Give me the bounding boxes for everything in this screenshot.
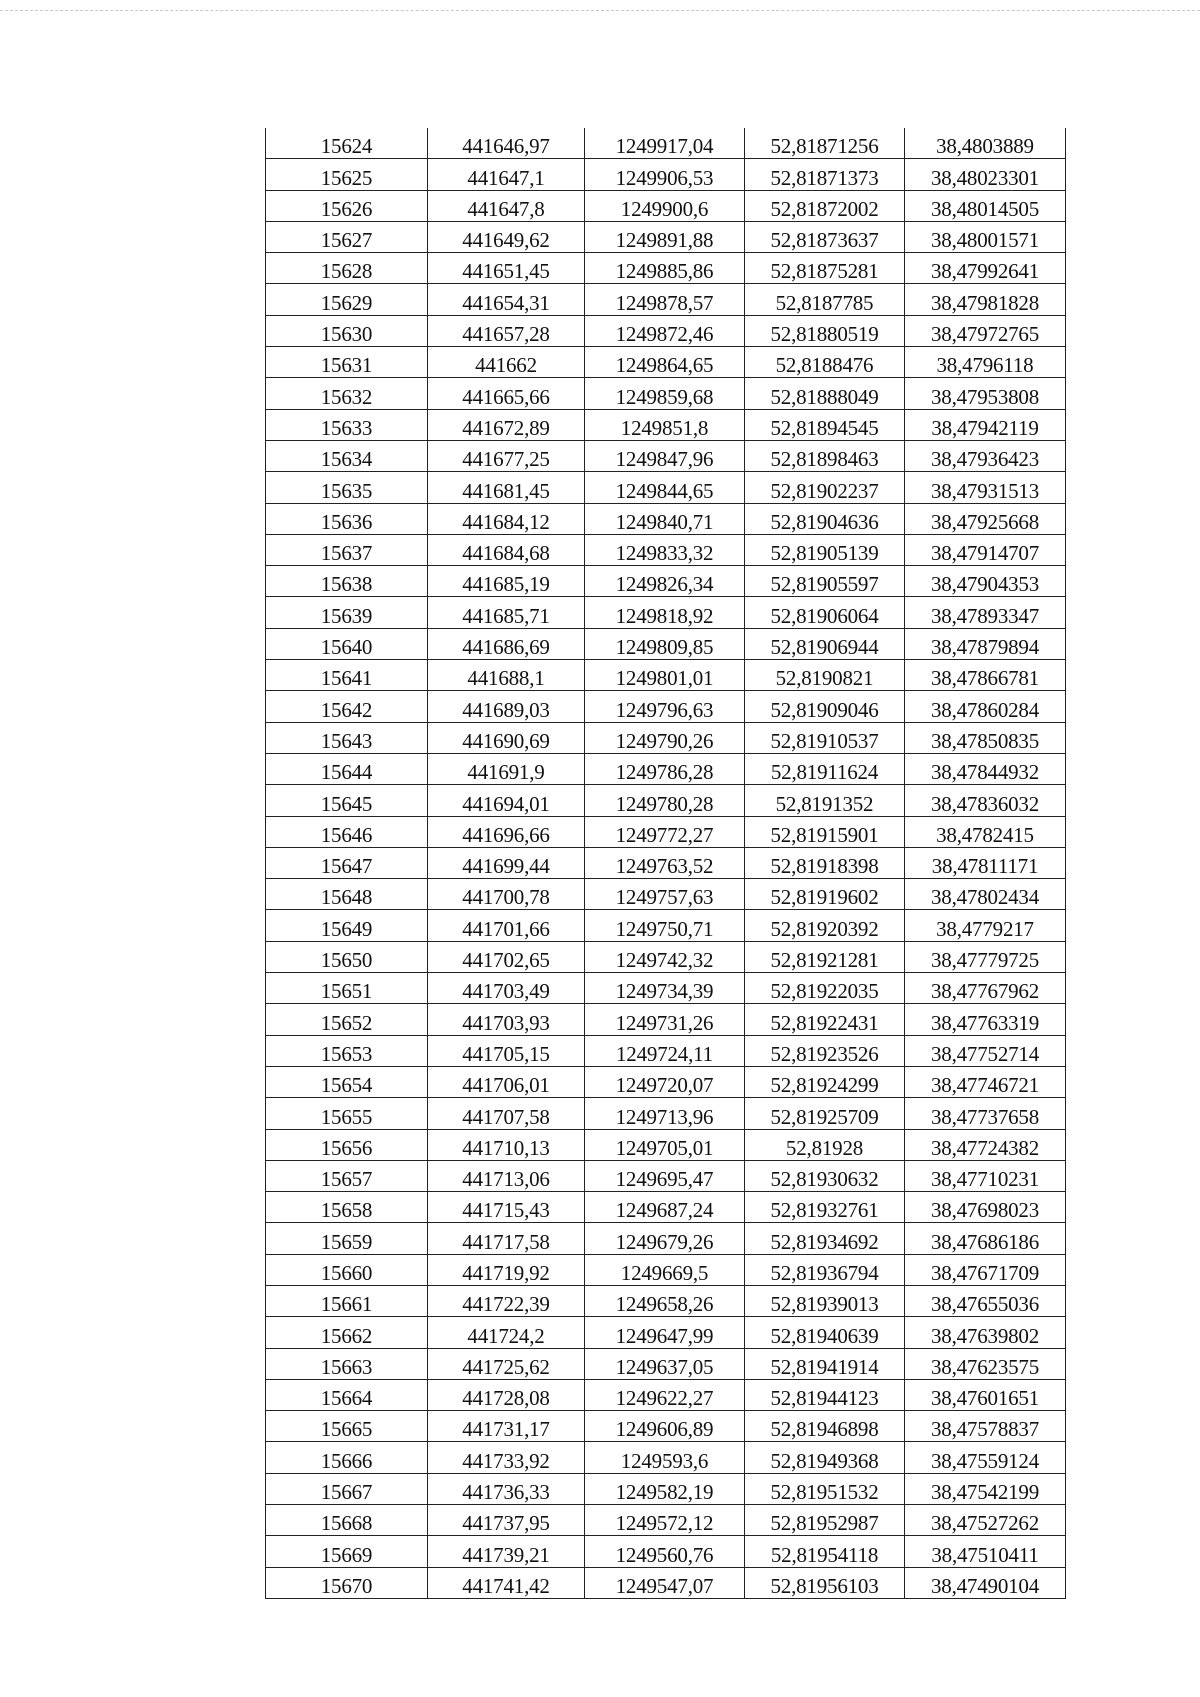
longitude-cell: 38,47860284	[905, 691, 1066, 722]
table-row	[266, 503, 1066, 534]
x-coordinate-cell: 441717,58	[428, 1223, 585, 1254]
table-row	[266, 1223, 1066, 1254]
y-coordinate-cell: 1249844,65	[585, 472, 745, 503]
longitude-cell: 38,47879894	[905, 628, 1066, 659]
table-row	[266, 1285, 1066, 1316]
latitude-cell: 52,81919602	[745, 879, 905, 910]
y-coordinate-cell: 1249847,96	[585, 440, 745, 471]
point-number-cell: 15634	[266, 440, 428, 471]
x-coordinate-cell: 441699,44	[428, 847, 585, 878]
x-coordinate-cell: 441689,03	[428, 691, 585, 722]
longitude-cell: 38,47767962	[905, 973, 1066, 1004]
x-coordinate-cell: 441715,43	[428, 1192, 585, 1223]
table-row	[266, 1098, 1066, 1129]
point-number-cell: 15666	[266, 1442, 428, 1473]
y-coordinate-cell: 1249809,85	[585, 628, 745, 659]
latitude-cell: 52,81906944	[745, 628, 905, 659]
table-row	[266, 128, 1066, 159]
y-coordinate-cell: 1249757,63	[585, 879, 745, 910]
longitude-cell: 38,47671709	[905, 1254, 1066, 1285]
table-row	[266, 1348, 1066, 1379]
latitude-cell: 52,81924299	[745, 1066, 905, 1097]
y-coordinate-cell: 1249724,11	[585, 1035, 745, 1066]
latitude-cell: 52,81918398	[745, 847, 905, 878]
longitude-cell: 38,47510411	[905, 1536, 1066, 1567]
y-coordinate-cell: 1249906,53	[585, 159, 745, 190]
table-row	[266, 1004, 1066, 1035]
y-coordinate-cell: 1249606,89	[585, 1411, 745, 1442]
x-coordinate-cell: 441739,21	[428, 1536, 585, 1567]
y-coordinate-cell: 1249796,63	[585, 691, 745, 722]
table-row	[266, 1473, 1066, 1504]
y-coordinate-cell: 1249720,07	[585, 1066, 745, 1097]
table-row	[266, 816, 1066, 847]
point-number-cell: 15669	[266, 1536, 428, 1567]
y-coordinate-cell: 1249622,27	[585, 1379, 745, 1410]
latitude-cell: 52,81922035	[745, 973, 905, 1004]
table-row	[266, 1066, 1066, 1097]
table-row	[266, 879, 1066, 910]
y-coordinate-cell: 1249713,96	[585, 1098, 745, 1129]
scan-edge-line	[0, 10, 1200, 11]
latitude-cell: 52,8191352	[745, 785, 905, 816]
y-coordinate-cell: 1249582,19	[585, 1473, 745, 1504]
latitude-cell: 52,81940639	[745, 1317, 905, 1348]
x-coordinate-cell: 441672,89	[428, 409, 585, 440]
point-number-cell: 15635	[266, 472, 428, 503]
y-coordinate-cell: 1249669,5	[585, 1254, 745, 1285]
table-row	[266, 597, 1066, 628]
longitude-cell: 38,47746721	[905, 1066, 1066, 1097]
point-number-cell: 15639	[266, 597, 428, 628]
longitude-cell: 38,48001571	[905, 221, 1066, 252]
point-number-cell: 15668	[266, 1505, 428, 1536]
x-coordinate-cell: 441737,95	[428, 1505, 585, 1536]
longitude-cell: 38,47866781	[905, 660, 1066, 691]
y-coordinate-cell: 1249695,47	[585, 1160, 745, 1191]
y-coordinate-cell: 1249786,28	[585, 753, 745, 784]
latitude-cell: 52,81949368	[745, 1442, 905, 1473]
point-number-cell: 15663	[266, 1348, 428, 1379]
longitude-cell: 38,47836032	[905, 785, 1066, 816]
x-coordinate-cell: 441722,39	[428, 1285, 585, 1316]
table-row	[266, 378, 1066, 409]
x-coordinate-cell: 441719,92	[428, 1254, 585, 1285]
x-coordinate-cell: 441677,25	[428, 440, 585, 471]
x-coordinate-cell: 441647,1	[428, 159, 585, 190]
y-coordinate-cell: 1249658,26	[585, 1285, 745, 1316]
coordinates-table	[265, 128, 1066, 1599]
x-coordinate-cell: 441657,28	[428, 315, 585, 346]
y-coordinate-cell: 1249826,34	[585, 566, 745, 597]
point-number-cell: 15646	[266, 816, 428, 847]
point-number-cell: 15633	[266, 409, 428, 440]
longitude-cell: 38,47904353	[905, 566, 1066, 597]
longitude-cell: 38,47527262	[905, 1505, 1066, 1536]
table-row	[266, 409, 1066, 440]
point-number-cell: 15636	[266, 503, 428, 534]
table-row	[266, 253, 1066, 284]
point-number-cell: 15628	[266, 253, 428, 284]
x-coordinate-cell: 441686,69	[428, 628, 585, 659]
point-number-cell: 15638	[266, 566, 428, 597]
table-row	[266, 941, 1066, 972]
x-coordinate-cell: 441725,62	[428, 1348, 585, 1379]
point-number-cell: 15670	[266, 1567, 428, 1598]
x-coordinate-cell: 441685,71	[428, 597, 585, 628]
latitude-cell: 52,81905139	[745, 534, 905, 565]
y-coordinate-cell: 1249593,6	[585, 1442, 745, 1473]
x-coordinate-cell: 441703,93	[428, 1004, 585, 1035]
longitude-cell: 38,47811171	[905, 847, 1066, 878]
y-coordinate-cell: 1249687,24	[585, 1192, 745, 1223]
point-number-cell: 15665	[266, 1411, 428, 1442]
point-number-cell: 15655	[266, 1098, 428, 1129]
longitude-cell: 38,48023301	[905, 159, 1066, 190]
latitude-cell: 52,81939013	[745, 1285, 905, 1316]
latitude-cell: 52,81905597	[745, 566, 905, 597]
point-number-cell: 15652	[266, 1004, 428, 1035]
longitude-cell: 38,47893347	[905, 597, 1066, 628]
longitude-cell: 38,47844932	[905, 753, 1066, 784]
latitude-cell: 52,81941914	[745, 1348, 905, 1379]
y-coordinate-cell: 1249917,04	[585, 128, 745, 159]
y-coordinate-cell: 1249859,68	[585, 378, 745, 409]
table-row	[266, 347, 1066, 378]
longitude-cell: 38,4779217	[905, 910, 1066, 941]
x-coordinate-cell: 441733,92	[428, 1442, 585, 1473]
latitude-cell: 52,81952987	[745, 1505, 905, 1536]
point-number-cell: 15657	[266, 1160, 428, 1191]
table-row	[266, 472, 1066, 503]
latitude-cell: 52,81875281	[745, 253, 905, 284]
latitude-cell: 52,81936794	[745, 1254, 905, 1285]
point-number-cell: 15658	[266, 1192, 428, 1223]
longitude-cell: 38,47914707	[905, 534, 1066, 565]
latitude-cell: 52,81934692	[745, 1223, 905, 1254]
x-coordinate-cell: 441651,45	[428, 253, 585, 284]
y-coordinate-cell: 1249560,76	[585, 1536, 745, 1567]
point-number-cell: 15664	[266, 1379, 428, 1410]
x-coordinate-cell: 441702,65	[428, 941, 585, 972]
latitude-cell: 52,81880519	[745, 315, 905, 346]
point-number-cell: 15643	[266, 722, 428, 753]
x-coordinate-cell: 441703,49	[428, 973, 585, 1004]
y-coordinate-cell: 1249833,32	[585, 534, 745, 565]
longitude-cell: 38,47623575	[905, 1348, 1066, 1379]
table-row	[266, 1317, 1066, 1348]
longitude-cell: 38,47779725	[905, 941, 1066, 972]
coordinates-table-body	[266, 128, 1066, 1598]
longitude-cell: 38,4796118	[905, 347, 1066, 378]
x-coordinate-cell: 441694,01	[428, 785, 585, 816]
latitude-cell: 52,81956103	[745, 1567, 905, 1598]
x-coordinate-cell: 441713,06	[428, 1160, 585, 1191]
table-row	[266, 691, 1066, 722]
latitude-cell: 52,81902237	[745, 472, 905, 503]
longitude-cell: 38,47724382	[905, 1129, 1066, 1160]
latitude-cell: 52,81922431	[745, 1004, 905, 1035]
y-coordinate-cell: 1249647,99	[585, 1317, 745, 1348]
point-number-cell: 15645	[266, 785, 428, 816]
table-row	[266, 1192, 1066, 1223]
longitude-cell: 38,47931513	[905, 472, 1066, 503]
y-coordinate-cell: 1249801,01	[585, 660, 745, 691]
document-page	[265, 128, 1065, 1599]
table-row	[266, 1505, 1066, 1536]
latitude-cell: 52,81894545	[745, 409, 905, 440]
y-coordinate-cell: 1249750,71	[585, 910, 745, 941]
table-row	[266, 910, 1066, 941]
table-row	[266, 1254, 1066, 1285]
point-number-cell: 15653	[266, 1035, 428, 1066]
table-row	[266, 159, 1066, 190]
point-number-cell: 15626	[266, 190, 428, 221]
table-row	[266, 315, 1066, 346]
longitude-cell: 38,47763319	[905, 1004, 1066, 1035]
latitude-cell: 52,81946898	[745, 1411, 905, 1442]
longitude-cell: 38,47710231	[905, 1160, 1066, 1191]
x-coordinate-cell: 441696,66	[428, 816, 585, 847]
point-number-cell: 15659	[266, 1223, 428, 1254]
point-number-cell: 15624	[266, 128, 428, 159]
latitude-cell: 52,81923526	[745, 1035, 905, 1066]
x-coordinate-cell: 441707,58	[428, 1098, 585, 1129]
y-coordinate-cell: 1249900,6	[585, 190, 745, 221]
point-number-cell: 15644	[266, 753, 428, 784]
x-coordinate-cell: 441705,15	[428, 1035, 585, 1066]
x-coordinate-cell: 441728,08	[428, 1379, 585, 1410]
table-row	[266, 847, 1066, 878]
point-number-cell: 15630	[266, 315, 428, 346]
y-coordinate-cell: 1249637,05	[585, 1348, 745, 1379]
y-coordinate-cell: 1249742,32	[585, 941, 745, 972]
table-row	[266, 1442, 1066, 1473]
longitude-cell: 38,47698023	[905, 1192, 1066, 1223]
table-row	[266, 190, 1066, 221]
table-row	[266, 221, 1066, 252]
x-coordinate-cell: 441685,19	[428, 566, 585, 597]
longitude-cell: 38,47655036	[905, 1285, 1066, 1316]
latitude-cell: 52,81910537	[745, 722, 905, 753]
point-number-cell: 15625	[266, 159, 428, 190]
y-coordinate-cell: 1249731,26	[585, 1004, 745, 1035]
longitude-cell: 38,47639802	[905, 1317, 1066, 1348]
x-coordinate-cell: 441684,68	[428, 534, 585, 565]
y-coordinate-cell: 1249851,8	[585, 409, 745, 440]
table-row	[266, 628, 1066, 659]
latitude-cell: 52,81888049	[745, 378, 905, 409]
latitude-cell: 52,81909046	[745, 691, 905, 722]
point-number-cell: 15647	[266, 847, 428, 878]
latitude-cell: 52,81904636	[745, 503, 905, 534]
point-number-cell: 15651	[266, 973, 428, 1004]
latitude-cell: 52,8187785	[745, 284, 905, 315]
x-coordinate-cell: 441731,17	[428, 1411, 585, 1442]
longitude-cell: 38,47752714	[905, 1035, 1066, 1066]
point-number-cell: 15627	[266, 221, 428, 252]
y-coordinate-cell: 1249705,01	[585, 1129, 745, 1160]
x-coordinate-cell: 441706,01	[428, 1066, 585, 1097]
latitude-cell: 52,81921281	[745, 941, 905, 972]
y-coordinate-cell: 1249872,46	[585, 315, 745, 346]
point-number-cell: 15656	[266, 1129, 428, 1160]
longitude-cell: 38,4782415	[905, 816, 1066, 847]
table-row	[266, 1160, 1066, 1191]
y-coordinate-cell: 1249772,27	[585, 816, 745, 847]
point-number-cell: 15641	[266, 660, 428, 691]
x-coordinate-cell: 441665,66	[428, 378, 585, 409]
table-row	[266, 722, 1066, 753]
table-row	[266, 534, 1066, 565]
x-coordinate-cell: 441691,9	[428, 753, 585, 784]
longitude-cell: 38,47578837	[905, 1411, 1066, 1442]
x-coordinate-cell: 441646,97	[428, 128, 585, 159]
longitude-cell: 38,47490104	[905, 1567, 1066, 1598]
latitude-cell: 52,81951532	[745, 1473, 905, 1504]
x-coordinate-cell: 441662	[428, 347, 585, 378]
latitude-cell: 52,81871373	[745, 159, 905, 190]
table-row	[266, 785, 1066, 816]
point-number-cell: 15629	[266, 284, 428, 315]
latitude-cell: 52,81898463	[745, 440, 905, 471]
longitude-cell: 38,47925668	[905, 503, 1066, 534]
x-coordinate-cell: 441654,31	[428, 284, 585, 315]
table-row	[266, 1411, 1066, 1442]
point-number-cell: 15640	[266, 628, 428, 659]
table-row	[266, 753, 1066, 784]
y-coordinate-cell: 1249878,57	[585, 284, 745, 315]
y-coordinate-cell: 1249679,26	[585, 1223, 745, 1254]
y-coordinate-cell: 1249891,88	[585, 221, 745, 252]
table-row	[266, 1379, 1066, 1410]
y-coordinate-cell: 1249840,71	[585, 503, 745, 534]
point-number-cell: 15648	[266, 879, 428, 910]
x-coordinate-cell: 441724,2	[428, 1317, 585, 1348]
latitude-cell: 52,81930632	[745, 1160, 905, 1191]
table-row	[266, 440, 1066, 471]
x-coordinate-cell: 441736,33	[428, 1473, 585, 1504]
longitude-cell: 38,47802434	[905, 879, 1066, 910]
point-number-cell: 15662	[266, 1317, 428, 1348]
table-row	[266, 660, 1066, 691]
x-coordinate-cell: 441688,1	[428, 660, 585, 691]
latitude-cell: 52,81911624	[745, 753, 905, 784]
longitude-cell: 38,47953808	[905, 378, 1066, 409]
x-coordinate-cell: 441649,62	[428, 221, 585, 252]
longitude-cell: 38,47542199	[905, 1473, 1066, 1504]
latitude-cell: 52,81954118	[745, 1536, 905, 1567]
point-number-cell: 15631	[266, 347, 428, 378]
y-coordinate-cell: 1249763,52	[585, 847, 745, 878]
latitude-cell: 52,8190821	[745, 660, 905, 691]
longitude-cell: 38,47942119	[905, 409, 1066, 440]
point-number-cell: 15667	[266, 1473, 428, 1504]
point-number-cell: 15632	[266, 378, 428, 409]
point-number-cell: 15654	[266, 1066, 428, 1097]
latitude-cell: 52,8188476	[745, 347, 905, 378]
y-coordinate-cell: 1249864,65	[585, 347, 745, 378]
table-row	[266, 1567, 1066, 1598]
y-coordinate-cell: 1249885,86	[585, 253, 745, 284]
x-coordinate-cell: 441681,45	[428, 472, 585, 503]
longitude-cell: 38,47936423	[905, 440, 1066, 471]
longitude-cell: 38,47992641	[905, 253, 1066, 284]
latitude-cell: 52,81928	[745, 1129, 905, 1160]
longitude-cell: 38,4803889	[905, 128, 1066, 159]
y-coordinate-cell: 1249818,92	[585, 597, 745, 628]
longitude-cell: 38,47601651	[905, 1379, 1066, 1410]
table-row	[266, 566, 1066, 597]
latitude-cell: 52,81944123	[745, 1379, 905, 1410]
latitude-cell: 52,81920392	[745, 910, 905, 941]
y-coordinate-cell: 1249790,26	[585, 722, 745, 753]
longitude-cell: 38,47686186	[905, 1223, 1066, 1254]
point-number-cell: 15649	[266, 910, 428, 941]
x-coordinate-cell: 441710,13	[428, 1129, 585, 1160]
point-number-cell: 15650	[266, 941, 428, 972]
longitude-cell: 38,47972765	[905, 315, 1066, 346]
latitude-cell: 52,81925709	[745, 1098, 905, 1129]
point-number-cell: 15660	[266, 1254, 428, 1285]
longitude-cell: 38,47737658	[905, 1098, 1066, 1129]
point-number-cell: 15642	[266, 691, 428, 722]
y-coordinate-cell: 1249734,39	[585, 973, 745, 1004]
x-coordinate-cell: 441684,12	[428, 503, 585, 534]
table-row	[266, 973, 1066, 1004]
longitude-cell: 38,47850835	[905, 722, 1066, 753]
x-coordinate-cell: 441690,69	[428, 722, 585, 753]
y-coordinate-cell: 1249780,28	[585, 785, 745, 816]
latitude-cell: 52,81872002	[745, 190, 905, 221]
x-coordinate-cell: 441700,78	[428, 879, 585, 910]
latitude-cell: 52,81873637	[745, 221, 905, 252]
point-number-cell: 15637	[266, 534, 428, 565]
table-row	[266, 1536, 1066, 1567]
table-row	[266, 1129, 1066, 1160]
x-coordinate-cell: 441741,42	[428, 1567, 585, 1598]
table-row	[266, 1035, 1066, 1066]
y-coordinate-cell: 1249572,12	[585, 1505, 745, 1536]
point-number-cell: 15661	[266, 1285, 428, 1316]
longitude-cell: 38,47559124	[905, 1442, 1066, 1473]
latitude-cell: 52,81915901	[745, 816, 905, 847]
longitude-cell: 38,48014505	[905, 190, 1066, 221]
latitude-cell: 52,81871256	[745, 128, 905, 159]
longitude-cell: 38,47981828	[905, 284, 1066, 315]
table-row	[266, 284, 1066, 315]
x-coordinate-cell: 441647,8	[428, 190, 585, 221]
x-coordinate-cell: 441701,66	[428, 910, 585, 941]
y-coordinate-cell: 1249547,07	[585, 1567, 745, 1598]
latitude-cell: 52,81906064	[745, 597, 905, 628]
latitude-cell: 52,81932761	[745, 1192, 905, 1223]
